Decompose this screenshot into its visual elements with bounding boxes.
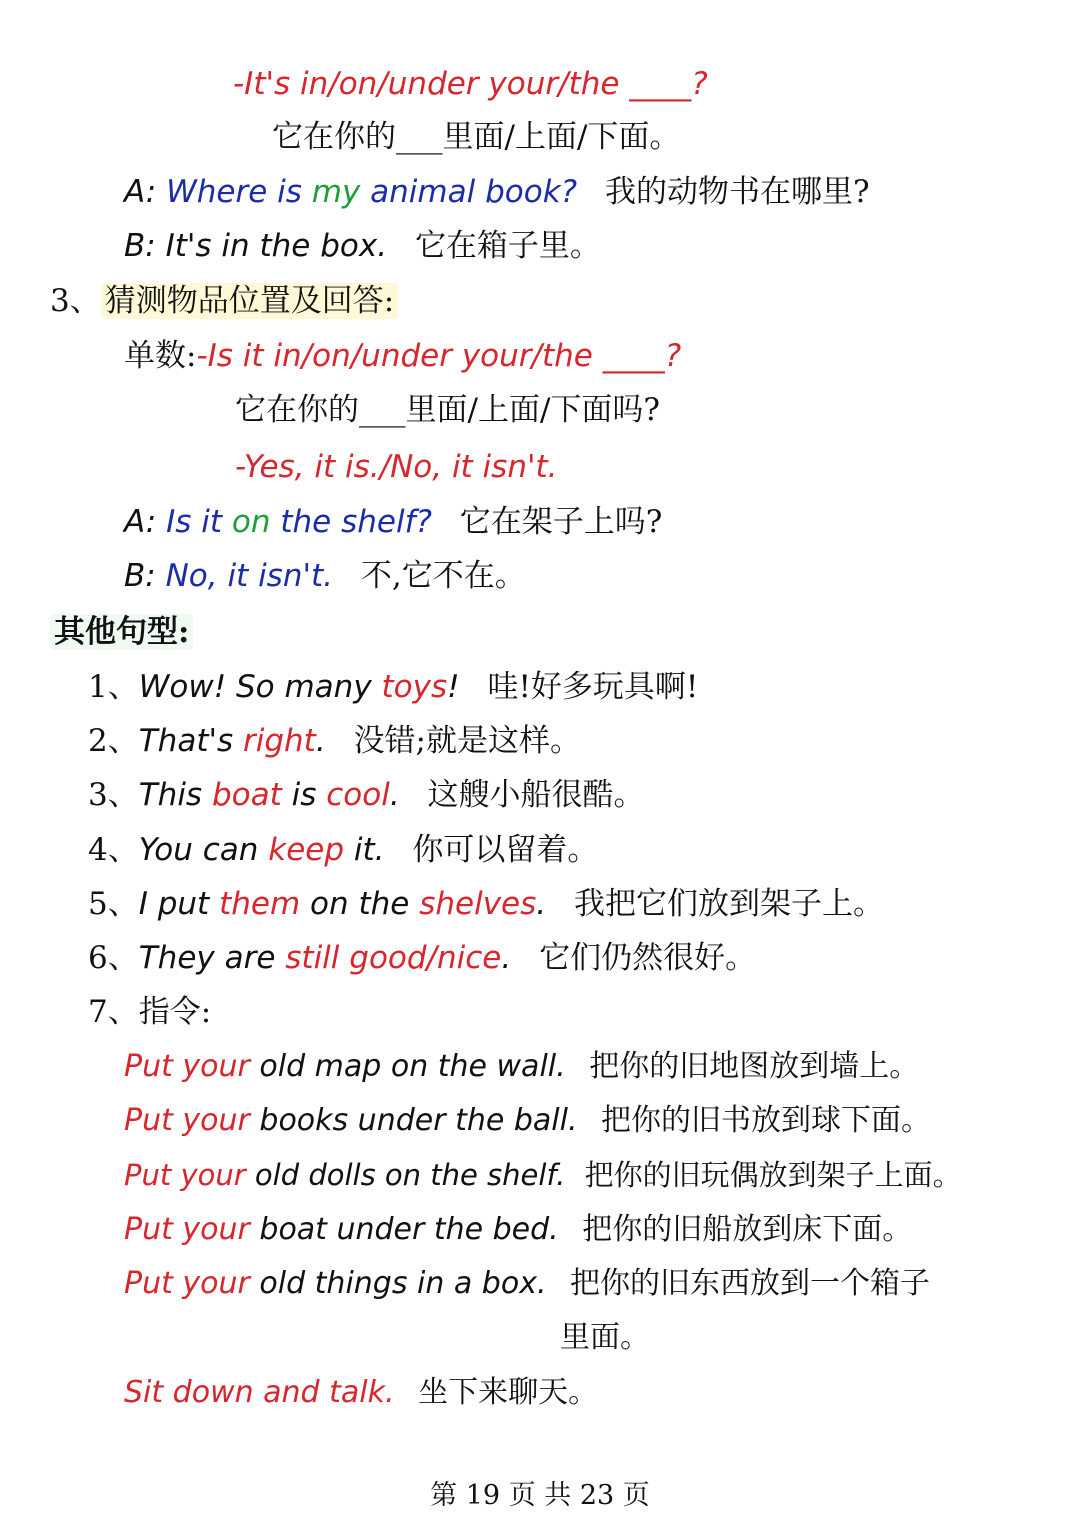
command-keyword: Put your	[124, 1103, 250, 1138]
dialog-b-line	[124, 554, 526, 598]
item-text: .	[536, 886, 547, 922]
item-text: Wow! So many	[138, 669, 382, 705]
section-title: 猜测物品位置及回答:	[101, 283, 398, 319]
item-number: 3、	[88, 777, 139, 813]
item-text: it.	[344, 832, 385, 868]
page-footer: 第 19 页 共 23 页	[430, 1480, 650, 1511]
command-label: 指令:	[138, 994, 212, 1030]
list-item	[88, 882, 884, 926]
item-text: You can	[138, 832, 269, 868]
command-line	[124, 1153, 962, 1197]
command-translation: 把你的旧书放到球下面。	[601, 1103, 932, 1138]
command-line	[124, 1371, 598, 1415]
item-number: 5、	[88, 886, 139, 922]
command-translation: 把你的旧东西放到一个箱子	[570, 1266, 931, 1301]
command-translation: 把你的旧船放到床下面。	[582, 1212, 913, 1247]
dialog-translation: 它在架子上吗?	[459, 504, 663, 540]
list-item	[88, 719, 581, 763]
item-text: !	[447, 669, 460, 705]
command-text: boat under the bed.	[249, 1212, 559, 1247]
answer-en: -Yes, it is./No, it isn't.	[235, 449, 558, 485]
item-translation: 它们仍然很好。	[539, 940, 757, 976]
other-heading-text: 其他句型:	[50, 614, 193, 650]
item-translation: 这艘小船很酷。	[427, 777, 645, 813]
question-cn: 它在你的___里面/上面/下面吗?	[235, 392, 661, 428]
item-keyword: still good/nice	[285, 940, 502, 976]
item-text: That's	[138, 723, 243, 759]
item-number: 1、	[88, 669, 139, 705]
dialog-translation: 我的动物书在哪里?	[604, 174, 870, 210]
command-line	[124, 1045, 919, 1089]
item-number: 6、	[88, 940, 139, 976]
command-text: old map on the wall.	[249, 1049, 566, 1084]
list-item	[88, 773, 645, 817]
command-text: books under the ball.	[249, 1103, 578, 1138]
item-text: is	[281, 777, 327, 813]
list-item	[88, 990, 211, 1034]
dialog-translation: 它在箱子里。	[414, 228, 601, 264]
other-heading	[50, 610, 193, 654]
command-translation: 把你的旧玩偶放到架子上面。	[584, 1158, 962, 1192]
command-keyword: Put your	[124, 1266, 250, 1301]
command-keyword: Sit down and talk.	[124, 1375, 395, 1410]
command-translation: 坐下来聊天。	[418, 1375, 599, 1410]
item-text: .	[501, 940, 512, 976]
command-keyword: Put your	[124, 1049, 250, 1084]
item-keyword: boat	[211, 777, 282, 813]
item-text: This	[138, 777, 212, 813]
dialog-text: No, it isn't.	[165, 558, 334, 594]
question-en: -Is it in/on/under your/the ____?	[196, 338, 682, 374]
pattern-en: -It's in/on/under your/the ____?	[233, 66, 708, 102]
item-text: on the	[300, 886, 420, 922]
item-number: 2、	[88, 723, 139, 759]
singular-label: 单数:	[124, 338, 197, 374]
dialog-translation: 不,它不在。	[360, 558, 526, 594]
section-heading	[50, 279, 398, 323]
item-keyword: shelves	[419, 886, 537, 922]
dialog-text: animal book?	[360, 174, 578, 210]
list-item	[88, 665, 698, 709]
item-keyword: cool	[326, 777, 390, 813]
dialog-b-line	[124, 224, 601, 268]
singular-question-line	[124, 334, 681, 378]
dialog-text: B: It's in the box.	[124, 228, 388, 264]
command-line	[124, 1262, 930, 1306]
list-item	[88, 828, 598, 872]
item-keyword: right	[243, 723, 316, 759]
item-translation: 你可以留着。	[412, 832, 599, 868]
command-translation: 把你的旧地图放到墙上。	[589, 1049, 920, 1084]
item-number: 4、	[88, 832, 139, 868]
speaker-label: A:	[124, 504, 167, 540]
speaker-label: B:	[124, 558, 166, 594]
command-keyword: Put your	[124, 1158, 246, 1192]
dialog-text: Is it	[166, 504, 232, 540]
item-translation: 哇!好多玩具啊!	[487, 669, 699, 705]
dialog-a-line	[124, 500, 662, 544]
item-keyword: them	[219, 886, 301, 922]
speaker-label: A:	[124, 174, 167, 210]
command-text: old dolls on the shelf.	[245, 1158, 566, 1192]
dialog-keyword: my	[311, 174, 361, 210]
command-text: old things in a box.	[249, 1266, 547, 1301]
item-number: 7、	[88, 994, 139, 1030]
dialog-text: Where is	[166, 174, 312, 210]
pattern-cn: 它在你的___里面/上面/下面。	[272, 119, 681, 155]
item-text: They are	[138, 940, 286, 976]
item-translation: 我把它们放到架子上。	[574, 886, 884, 922]
dialog-a-line	[124, 170, 870, 214]
dialog-keyword: on	[231, 504, 271, 540]
command-line	[124, 1099, 931, 1143]
dialog-text: the shelf?	[270, 504, 432, 540]
item-keyword: keep	[268, 832, 345, 868]
command-keyword: Put your	[124, 1212, 250, 1247]
command-translation-cont: 里面。	[560, 1320, 650, 1355]
item-text: I put	[138, 886, 220, 922]
item-text: .	[389, 777, 400, 813]
section-number: 3、	[50, 283, 101, 319]
list-item	[88, 936, 756, 980]
command-line	[124, 1208, 912, 1252]
item-translation: 没错;就是这样。	[353, 723, 582, 759]
item-keyword: toys	[381, 669, 448, 705]
item-text: .	[315, 723, 326, 759]
